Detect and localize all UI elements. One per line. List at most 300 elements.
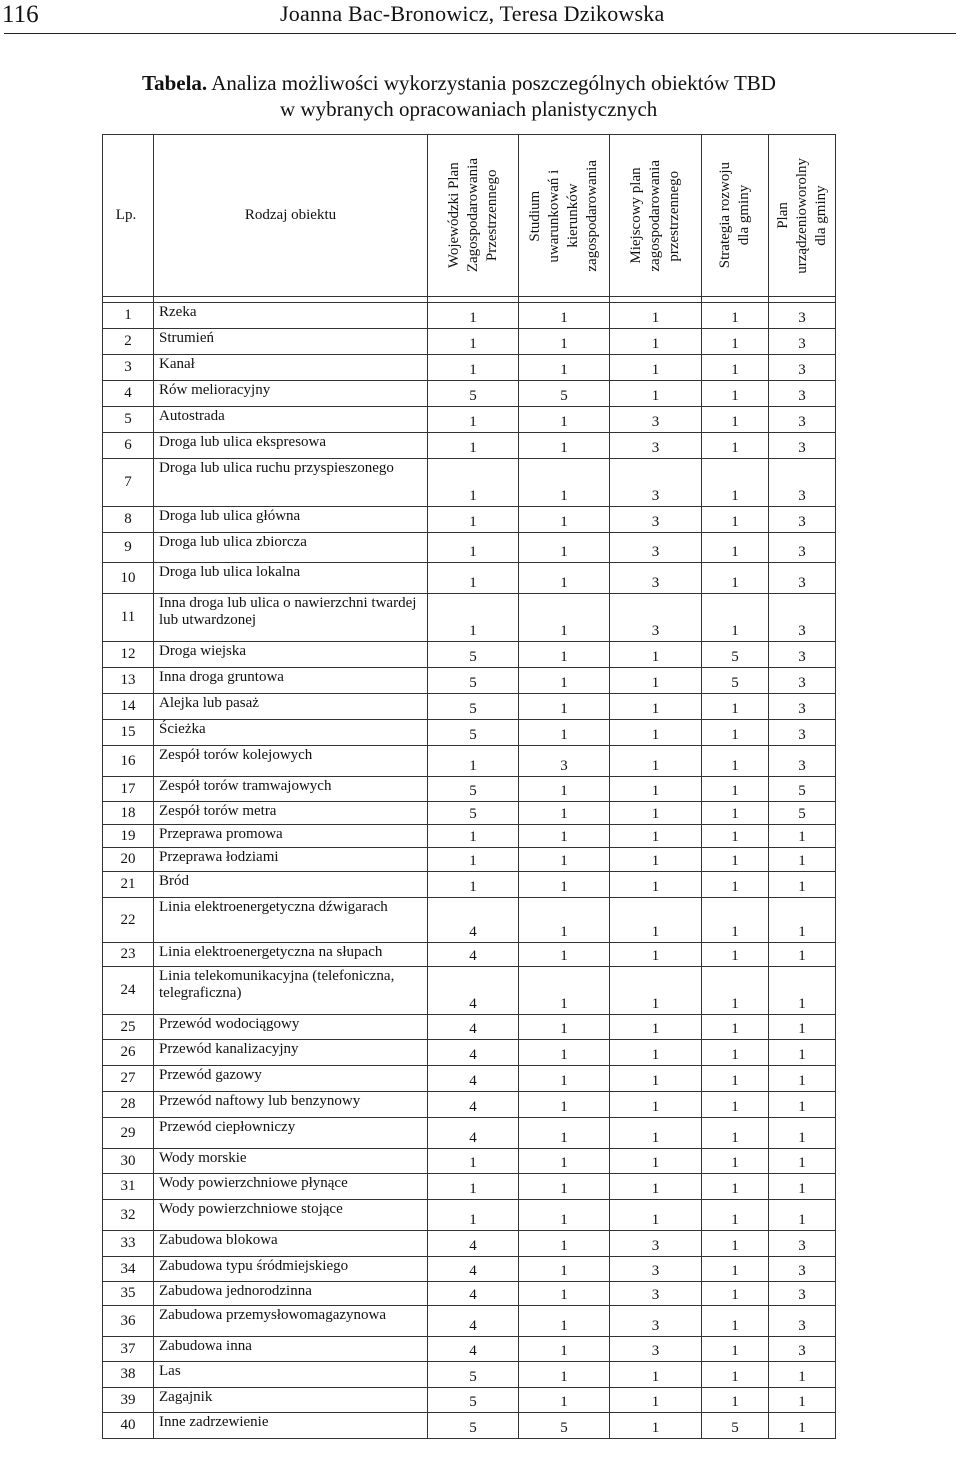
rating-cell: 4: [428, 1282, 519, 1306]
column-header-strategia: [702, 135, 769, 297]
header-rule: [4, 33, 956, 34]
rating-cell: 1: [610, 1066, 702, 1092]
rating-cell: 1: [610, 1149, 702, 1174]
object-type-name: Zespół torów tramwajowych: [154, 777, 428, 802]
rating-cell: 1: [702, 943, 769, 967]
rating-cell: 1: [769, 825, 836, 848]
rating-cell: 3: [519, 746, 610, 777]
rating-cell: 1: [702, 533, 769, 563]
rating-cell: 3: [769, 668, 836, 694]
object-type-name: Autostrada: [154, 407, 428, 433]
object-type-name: Zabudowa inna: [154, 1337, 428, 1362]
row-number: 37: [103, 1337, 154, 1362]
rating-cell: 1: [519, 1066, 610, 1092]
row-number: 21: [103, 872, 154, 898]
rating-cell: 5: [428, 668, 519, 694]
rating-cell: 5: [428, 1388, 519, 1413]
rating-cell: 1: [519, 1231, 610, 1257]
rating-cell: 1: [610, 1015, 702, 1040]
rating-cell: 3: [769, 407, 836, 433]
table-row: [103, 1040, 836, 1066]
rating-cell: 1: [428, 746, 519, 777]
rating-cell: 3: [769, 1282, 836, 1306]
rating-cell: 3: [769, 507, 836, 533]
object-type-name: Droga lub ulica zbiorcza: [154, 533, 428, 563]
rating-cell: 1: [702, 563, 769, 594]
rating-cell: 1: [519, 1257, 610, 1282]
rating-cell: 1: [769, 1066, 836, 1092]
table-row: [103, 872, 836, 898]
rating-cell: 4: [428, 1015, 519, 1040]
rating-cell: 1: [428, 507, 519, 533]
rating-cell: 1: [428, 563, 519, 594]
rating-cell: 1: [428, 303, 519, 329]
rating-cell: 1: [519, 872, 610, 898]
page-number: 116: [2, 1, 39, 28]
rating-cell: 3: [610, 459, 702, 507]
table-row: [103, 1362, 836, 1388]
row-number: 25: [103, 1015, 154, 1040]
table-row: [103, 1092, 836, 1118]
rating-cell: 1: [519, 848, 610, 872]
running-head-authors: Joanna Bac-Bronowicz, Teresa Dzikowska: [280, 1, 665, 26]
rating-cell: 1: [519, 1118, 610, 1149]
table-row: [103, 563, 836, 594]
rating-cell: 4: [428, 1092, 519, 1118]
table-row: [103, 329, 836, 355]
rating-cell: 3: [769, 533, 836, 563]
rating-cell: 1: [702, 1118, 769, 1149]
rating-cell: 1: [702, 1337, 769, 1362]
row-number: 11: [103, 594, 154, 642]
rating-cell: 1: [769, 1388, 836, 1413]
rating-cell: 4: [428, 1231, 519, 1257]
rating-cell: 1: [519, 563, 610, 594]
row-number: 12: [103, 642, 154, 668]
table-row: [103, 848, 836, 872]
table-row: [103, 943, 836, 967]
table-row: [103, 1118, 836, 1149]
object-type-name: Zespół torów metra: [154, 802, 428, 825]
rating-cell: 3: [610, 563, 702, 594]
rating-cell: 1: [702, 381, 769, 407]
rating-cell: 1: [610, 1118, 702, 1149]
rating-cell: 1: [769, 898, 836, 943]
table-row: [103, 1015, 836, 1040]
rating-cell: 1: [519, 533, 610, 563]
rating-cell: 1: [519, 1092, 610, 1118]
rating-cell: 3: [769, 303, 836, 329]
rating-cell: 1: [702, 1149, 769, 1174]
rating-cell: 4: [428, 898, 519, 943]
rating-cell: 5: [519, 381, 610, 407]
rating-cell: 4: [428, 1306, 519, 1337]
object-type-name: Przeprawa łodziami: [154, 848, 428, 872]
rating-cell: 4: [428, 967, 519, 1015]
rating-cell: 5: [702, 642, 769, 668]
column-header-mpzp: [610, 135, 702, 297]
rating-cell: 1: [610, 1200, 702, 1231]
table-row: [103, 1388, 836, 1413]
rating-cell: 1: [610, 303, 702, 329]
rating-cell: 1: [702, 1231, 769, 1257]
object-type-name: Przewód naftowy lub benzynowy: [154, 1092, 428, 1118]
object-type-name: Rzeka: [154, 303, 428, 329]
rating-cell: 5: [428, 802, 519, 825]
row-number: 1: [103, 303, 154, 329]
object-type-name: Droga lub ulica ruchu przyspieszonego: [154, 459, 428, 507]
row-number: 35: [103, 1282, 154, 1306]
row-number: 2: [103, 329, 154, 355]
rating-cell: 1: [702, 459, 769, 507]
rating-cell: 1: [428, 433, 519, 459]
table-row: [103, 533, 836, 563]
table-row: [103, 381, 836, 407]
rating-cell: 3: [610, 1282, 702, 1306]
rating-cell: 3: [610, 1337, 702, 1362]
rating-cell: 1: [519, 1174, 610, 1200]
rating-cell: 3: [769, 1257, 836, 1282]
table-row: [103, 967, 836, 1015]
rating-cell: 1: [610, 668, 702, 694]
rating-cell: 3: [610, 594, 702, 642]
rating-cell: 1: [519, 355, 610, 381]
rating-cell: 3: [769, 563, 836, 594]
rating-cell: 1: [519, 825, 610, 848]
rating-cell: 1: [519, 507, 610, 533]
rating-cell: 1: [519, 594, 610, 642]
page-header: [0, 0, 960, 36]
rating-cell: 1: [519, 1337, 610, 1362]
object-type-name: Alejka lub pasaż: [154, 694, 428, 720]
rating-cell: 3: [769, 594, 836, 642]
column-header-mpzp-text: Miejscowy plan zagospodarowania przestrzennego: [628, 159, 682, 272]
row-number: 7: [103, 459, 154, 507]
object-type-name: Linia elektroenergetyczna na słupach: [154, 943, 428, 967]
column-header-studium-text: Studium uwarunkowań i kierunków zagospodarowania: [527, 159, 600, 272]
rating-cell: 5: [428, 381, 519, 407]
row-number: 17: [103, 777, 154, 802]
rating-cell: 3: [769, 694, 836, 720]
rating-cell: 1: [519, 642, 610, 668]
rating-cell: 1: [519, 898, 610, 943]
rating-cell: 1: [769, 967, 836, 1015]
rating-cell: 1: [610, 720, 702, 746]
row-number: 5: [103, 407, 154, 433]
rating-cell: 1: [610, 1174, 702, 1200]
rating-cell: 4: [428, 1040, 519, 1066]
column-header-lp: Lp.: [103, 135, 154, 297]
rating-cell: 1: [428, 872, 519, 898]
rating-cell: 3: [610, 433, 702, 459]
rating-cell: 3: [610, 1231, 702, 1257]
table-row: [103, 694, 836, 720]
rating-cell: 3: [610, 1257, 702, 1282]
rating-cell: 5: [769, 802, 836, 825]
rating-cell: 1: [428, 407, 519, 433]
table-row: [103, 355, 836, 381]
rating-cell: 1: [702, 1040, 769, 1066]
rating-cell: 1: [702, 967, 769, 1015]
rating-cell: 1: [702, 848, 769, 872]
rating-cell: 1: [769, 1118, 836, 1149]
rating-cell: 1: [702, 1257, 769, 1282]
column-header-studium: [519, 135, 610, 297]
rating-cell: 1: [702, 1362, 769, 1388]
column-header-wpzp-text: Wojewódzki Plan Zagospodarowania Przestrzennego: [445, 158, 500, 273]
column-header-wpzp: [428, 135, 519, 297]
rating-cell: 5: [428, 694, 519, 720]
table-row: [103, 1282, 836, 1306]
object-type-name: Ścieżka: [154, 720, 428, 746]
row-number: 34: [103, 1257, 154, 1282]
rating-cell: 1: [428, 355, 519, 381]
row-number: 36: [103, 1306, 154, 1337]
rating-cell: 1: [610, 746, 702, 777]
caption-line-1: Analiza możliwości wykorzystania poszczególnych obiektów TBD: [207, 71, 776, 95]
rating-cell: 1: [702, 507, 769, 533]
rating-cell: 1: [702, 303, 769, 329]
rating-cell: 4: [428, 1118, 519, 1149]
rating-cell: 5: [428, 1362, 519, 1388]
table-row: [103, 668, 836, 694]
rating-cell: 1: [769, 848, 836, 872]
rating-cell: 1: [610, 1092, 702, 1118]
rating-cell: 5: [428, 1413, 519, 1439]
rating-cell: 1: [702, 1388, 769, 1413]
rating-cell: 3: [769, 1231, 836, 1257]
rating-cell: 1: [769, 1200, 836, 1231]
rating-cell: 1: [428, 459, 519, 507]
rating-cell: 1: [428, 1149, 519, 1174]
rating-cell: 1: [702, 777, 769, 802]
row-number: 27: [103, 1066, 154, 1092]
object-type-name: Strumień: [154, 329, 428, 355]
object-type-name: Droga lub ulica ekspresowa: [154, 433, 428, 459]
row-number: 38: [103, 1362, 154, 1388]
rating-cell: 1: [428, 533, 519, 563]
row-number: 26: [103, 1040, 154, 1066]
rating-cell: 1: [610, 898, 702, 943]
caption-label: Tabela.: [142, 71, 208, 95]
table-body: [103, 297, 836, 1439]
rating-cell: 1: [702, 329, 769, 355]
rating-cell: 5: [428, 777, 519, 802]
rating-cell: 3: [610, 1306, 702, 1337]
rating-cell: 1: [702, 1066, 769, 1092]
rating-cell: 1: [769, 872, 836, 898]
rating-cell: 3: [610, 507, 702, 533]
column-header-object-type: Rodzaj obiektu: [154, 135, 428, 297]
rating-cell: 1: [702, 1282, 769, 1306]
rating-cell: 1: [428, 1174, 519, 1200]
table-row: [103, 825, 836, 848]
object-type-name: Bród: [154, 872, 428, 898]
rating-cell: 1: [610, 1362, 702, 1388]
rating-cell: 1: [610, 967, 702, 1015]
rating-cell: 1: [702, 1015, 769, 1040]
rating-cell: 5: [519, 1413, 610, 1439]
object-type-name: Przeprawa promowa: [154, 825, 428, 848]
rating-cell: 1: [610, 1413, 702, 1439]
rating-cell: 3: [769, 381, 836, 407]
table-row: [103, 1231, 836, 1257]
object-type-name: Wody morskie: [154, 1149, 428, 1174]
object-type-name: Inna droga gruntowa: [154, 668, 428, 694]
object-type-name: Zespół torów kolejowych: [154, 746, 428, 777]
rating-cell: 1: [519, 1200, 610, 1231]
rating-cell: 3: [610, 407, 702, 433]
rating-cell: 1: [702, 433, 769, 459]
rating-cell: 5: [769, 777, 836, 802]
caption-line-2: w wybranych opracowaniach planistycznych: [280, 97, 658, 121]
row-number: 33: [103, 1231, 154, 1257]
rating-cell: 5: [702, 1413, 769, 1439]
table-row: [103, 1174, 836, 1200]
row-number: 40: [103, 1413, 154, 1439]
table-row: [103, 802, 836, 825]
row-number: 16: [103, 746, 154, 777]
object-type-name: Wody powierzchniowe płynące: [154, 1174, 428, 1200]
rating-cell: 1: [428, 594, 519, 642]
object-type-name: Droga lub ulica lokalna: [154, 563, 428, 594]
rating-cell: 1: [769, 1149, 836, 1174]
table-row: [103, 1337, 836, 1362]
rating-cell: 1: [702, 1306, 769, 1337]
table-row: [103, 1257, 836, 1282]
object-type-name: Linia elektroenergetyczna dźwigarach: [154, 898, 428, 943]
table-row: [103, 594, 836, 642]
rating-cell: 1: [769, 1362, 836, 1388]
rating-cell: 1: [610, 355, 702, 381]
table-row: [103, 898, 836, 943]
table-row: [103, 459, 836, 507]
object-type-name: Zagajnik: [154, 1388, 428, 1413]
rating-cell: 1: [428, 848, 519, 872]
rating-cell: 1: [519, 459, 610, 507]
rating-cell: 1: [769, 1040, 836, 1066]
row-number: 20: [103, 848, 154, 872]
rating-cell: 1: [519, 433, 610, 459]
rating-cell: 1: [702, 825, 769, 848]
object-type-name: Zabudowa typu śródmiejskiego: [154, 1257, 428, 1282]
rating-cell: 1: [702, 872, 769, 898]
table-row: [103, 1413, 836, 1439]
rating-cell: 1: [702, 1200, 769, 1231]
rating-cell: 3: [769, 642, 836, 668]
rating-cell: 5: [428, 720, 519, 746]
row-number: 6: [103, 433, 154, 459]
table-row: [103, 1066, 836, 1092]
rating-cell: 3: [769, 433, 836, 459]
table-row: [103, 746, 836, 777]
rating-cell: 1: [702, 720, 769, 746]
table-row: [103, 1306, 836, 1337]
row-number: 28: [103, 1092, 154, 1118]
rating-cell: 1: [769, 1015, 836, 1040]
object-type-name: Rów melioracyjny: [154, 381, 428, 407]
rating-cell: 1: [610, 642, 702, 668]
rating-cell: 1: [519, 1388, 610, 1413]
row-number: 19: [103, 825, 154, 848]
rating-cell: 1: [702, 1092, 769, 1118]
rating-cell: 1: [610, 329, 702, 355]
rating-cell: 1: [610, 1040, 702, 1066]
row-number: 14: [103, 694, 154, 720]
object-type-name: Zabudowa jednorodzinna: [154, 1282, 428, 1306]
column-header-strategia-text: Strategia rozwoju dla gminy: [717, 162, 752, 269]
rating-cell: 1: [519, 777, 610, 802]
row-number: 13: [103, 668, 154, 694]
row-number: 9: [103, 533, 154, 563]
rating-cell: 4: [428, 943, 519, 967]
table-row: [103, 407, 836, 433]
rating-cell: 1: [519, 1282, 610, 1306]
row-number: 39: [103, 1388, 154, 1413]
rating-cell: 1: [519, 1015, 610, 1040]
object-type-name: Inna droga lub ulica o nawierzchni twardej lub utwardzonej: [154, 594, 428, 642]
row-number: 23: [103, 943, 154, 967]
row-number: 15: [103, 720, 154, 746]
rating-cell: 1: [519, 1362, 610, 1388]
rating-cell: 1: [519, 1149, 610, 1174]
rating-cell: 1: [519, 1040, 610, 1066]
rating-cell: 1: [519, 329, 610, 355]
rating-cell: 3: [769, 355, 836, 381]
object-type-name: Zabudowa blokowa: [154, 1231, 428, 1257]
rating-cell: 1: [610, 777, 702, 802]
row-number: 24: [103, 967, 154, 1015]
column-header-plan-text: Plan urządzenioworolny dla gminy: [774, 157, 829, 274]
rating-cell: 1: [702, 694, 769, 720]
row-number: 30: [103, 1149, 154, 1174]
rating-cell: 1: [610, 694, 702, 720]
rating-cell: 1: [702, 594, 769, 642]
rating-cell: 1: [519, 802, 610, 825]
object-type-name: Linia telekomunikacyjna (telefoniczna, telegraficzna): [154, 967, 428, 1015]
object-type-name: Przewód kanalizacyjny: [154, 1040, 428, 1066]
object-type-name: Zabudowa przemysłowomagazynowa: [154, 1306, 428, 1337]
rating-cell: 1: [769, 1174, 836, 1200]
rating-cell: 1: [428, 1200, 519, 1231]
rating-cell: 1: [610, 825, 702, 848]
rating-cell: 5: [702, 668, 769, 694]
column-header-plan-urzadzeniowo-rolny: [769, 135, 836, 297]
object-type-name: Przewód wodociągowy: [154, 1015, 428, 1040]
rating-cell: 1: [610, 802, 702, 825]
rating-cell: 4: [428, 1257, 519, 1282]
rating-cell: 3: [769, 329, 836, 355]
table-row: [103, 1149, 836, 1174]
rating-cell: 1: [610, 1388, 702, 1413]
rating-cell: 3: [769, 1306, 836, 1337]
rating-cell: 4: [428, 1337, 519, 1362]
table-row: [103, 642, 836, 668]
rating-cell: 1: [769, 943, 836, 967]
table-row: [103, 507, 836, 533]
rating-cell: 4: [428, 1066, 519, 1092]
table-row: [103, 433, 836, 459]
table-row: [103, 303, 836, 329]
rating-cell: 3: [769, 720, 836, 746]
rating-cell: 1: [610, 872, 702, 898]
rating-cell: 3: [769, 459, 836, 507]
row-number: 3: [103, 355, 154, 381]
rating-cell: 5: [428, 642, 519, 668]
object-type-name: Przewód ciepłowniczy: [154, 1118, 428, 1149]
row-number: 22: [103, 898, 154, 943]
rating-cell: 1: [428, 329, 519, 355]
